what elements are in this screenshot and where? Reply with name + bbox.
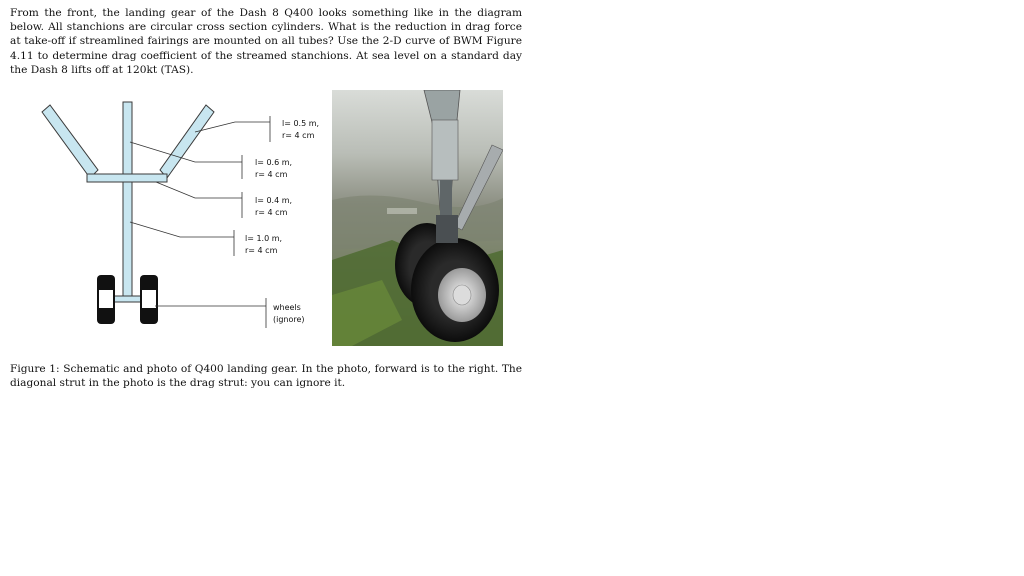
main-stanchion xyxy=(123,102,132,300)
label-top-l: l= 0.5 m, xyxy=(282,119,320,128)
right-diagonal-strut xyxy=(160,105,214,178)
left-wheel xyxy=(97,275,115,324)
label-cross-l: l= 0.4 m, xyxy=(255,196,293,205)
figure-caption: Figure 1: Schematic and photo of Q400 landing gear. In the photo, forward is to the right. The diagonal strut in the photo is the drag strut: you can ignore it. xyxy=(10,363,522,390)
label-main-l: l= 1.0 m, xyxy=(245,234,283,243)
label-cross-r: r= 4 cm xyxy=(255,208,288,217)
left-diagonal-strut xyxy=(42,105,98,178)
landing-gear-schematic xyxy=(30,92,330,332)
label-main-r: r= 4 cm xyxy=(245,246,278,255)
right-wheel xyxy=(140,275,158,324)
problem-statement: From the front, the landing gear of the Dash 8 Q400 looks something like in the diagram below. All stanchions are circular cross section cylinders. What is the reduction in drag force at take-off if streamlined fairings are mounted on all tubes? Use the 2-D curve of BWM Figure 4.11 to determine drag coefficient of the streamed stanchions. At sea level on a standard day the Dash 8 lifts off at 120kt (TAS). xyxy=(10,7,522,76)
label-upper-r: r= 4 cm xyxy=(255,170,288,179)
cross-member xyxy=(87,174,167,182)
label-wheels: wheels xyxy=(273,303,301,312)
label-upper-l: l= 0.6 m, xyxy=(255,158,293,167)
label-wheels-note: (ignore) xyxy=(273,315,305,324)
label-top-r: r= 4 cm xyxy=(282,131,315,140)
landing-gear-photo xyxy=(332,90,503,346)
